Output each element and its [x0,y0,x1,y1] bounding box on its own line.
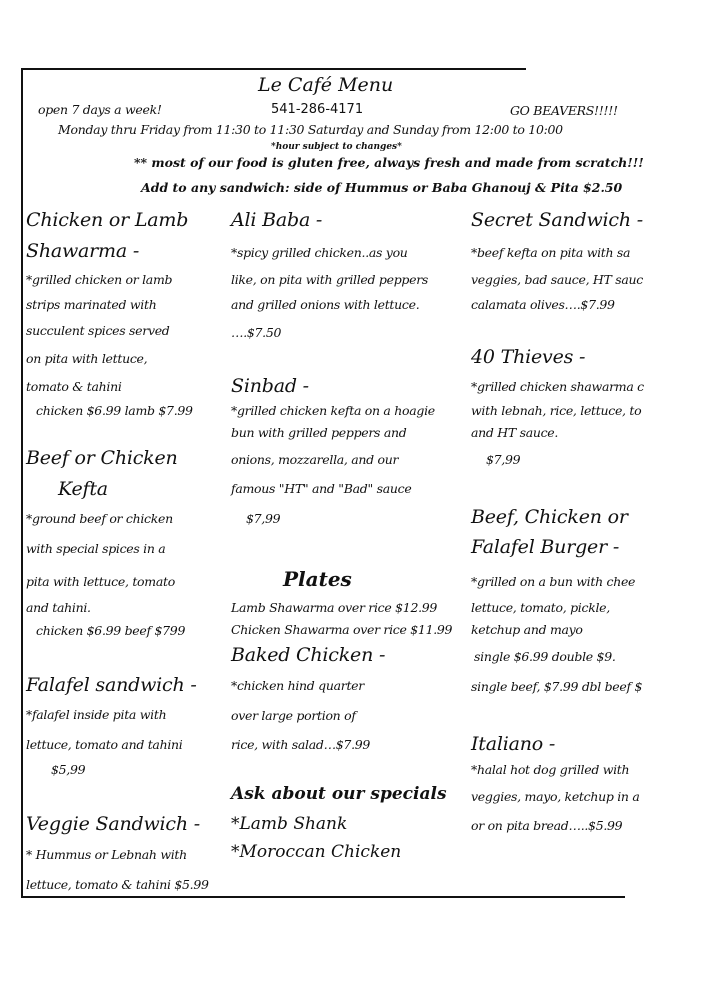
burger-title-2: Falafel Burger - [471,536,620,558]
secret-title: Secret Sandwich - [471,209,643,231]
kefta-desc-1: *ground beef or chicken [26,511,173,526]
alibaba-price: ….$7.50 [231,325,282,340]
kefta-price: chicken $6.99 beef $799 [36,623,186,638]
shawarma-title-1: Chicken or Lamb [26,209,189,231]
falafel-desc-2: lettuce, tomato and tahini [26,737,183,752]
slogan: GO BEAVERS!!!!! [510,103,618,118]
secret-desc-3: calamata olives….$7.99 [471,297,615,312]
kefta-desc-3: pita with lettuce, tomato [26,574,175,589]
sinbad-desc-4: famous "HT" and "Bad" sauce [231,481,412,496]
baked-chicken-title: Baked Chicken - [231,644,386,666]
sinbad-desc-3: onions, mozzarella, and our [231,452,399,467]
veggie-desc-1: * Hummus or Lebnah with [26,847,187,862]
baked-desc-1: *chicken hind quarter [231,678,364,693]
shawarma-desc-3: succulent spices served [26,323,170,338]
shawarma-desc-2: strips marinated with [26,297,157,312]
baked-desc-3: rice, with salad…$7.99 [231,737,371,752]
burger-price-1: single $6.99 double $9. [474,649,616,664]
italiano-desc-1: *halal hot dog grilled with [471,762,630,777]
shawarma-desc-5: tomato & tahini [26,379,122,394]
kefta-desc-2: with special spices in a [26,541,166,556]
special-lamb-shank: *Lamb Shank [231,814,348,834]
falafel-desc-1: *falafel inside pita with [26,707,167,722]
menu-title: Le Café Menu [258,74,394,96]
thieves-desc-3: and HT sauce. [471,425,559,440]
plate-lamb-shawarma: Lamb Shawarma over rice $12.99 [231,600,438,615]
veggie-title: Veggie Sandwich - [26,813,200,835]
thieves-title: 40 Thieves - [471,346,586,368]
sinbad-title: Sinbad - [231,375,309,397]
sinbad-desc-1: *grilled chicken kefta on a hoagie [231,403,435,418]
thieves-price: $7,99 [486,452,521,467]
open-days: open 7 days a week! [38,102,162,117]
phone-number: 541-286-4171 [271,102,364,117]
shawarma-desc-1: *grilled chicken or lamb [26,272,173,287]
secret-desc-2: veggies, bad sauce, HT sauc [471,272,643,287]
thieves-desc-2: with lebnah, rice, lettuce, to [471,403,642,418]
special-moroccan-chicken: *Moroccan Chicken [231,842,402,862]
burger-desc-1: *grilled on a bun with chee [471,574,636,589]
italiano-title: Italiano - [471,733,556,755]
kefta-title-2: Kefta [58,478,108,500]
sinbad-desc-2: bun with grilled peppers and [231,425,407,440]
veggie-desc-2: lettuce, tomato & tahini $5.99 [26,877,209,892]
sinbad-price: $7,99 [246,511,281,526]
burger-desc-2: lettuce, tomato, pickle, [471,600,610,615]
falafel-title: Falafel sandwich - [26,674,197,696]
gluten-note: ** most of our food is gluten free, always fresh and made from scratch!!! [134,155,644,170]
burger-price-2: single beef, $7.99 dbl beef $ [471,679,643,694]
specials-heading: Ask about our specials [231,784,447,804]
sandwich-addon: Add to any sandwich: side of Hummus or Baba Ghanouj & Pita $2.50 [141,180,623,195]
shawarma-price: chicken $6.99 lamb $7.99 [36,403,193,418]
alibaba-title: Ali Baba - [231,209,323,231]
burger-title-1: Beef, Chicken or [471,506,628,528]
italiano-desc-3: or on pita bread…..$5.99 [471,818,623,833]
alibaba-desc-3: and grilled onions with lettuce. [231,297,420,312]
kefta-title-1: Beef or Chicken [26,447,178,469]
italiano-desc-2: veggies, mayo, ketchup in a [471,789,640,804]
shawarma-desc-4: on pita with lettuce, [26,351,148,366]
alibaba-desc-2: like, on pita with grilled peppers [231,272,428,287]
thieves-desc-1: *grilled chicken shawarma c [471,379,644,394]
plates-heading: Plates [283,567,352,591]
falafel-price: $5,99 [51,762,86,777]
hours-note: *hour subject to changes* [271,142,402,152]
secret-desc-1: *beef kefta on pita with sa [471,245,631,260]
kefta-desc-4: and tahini. [26,600,91,615]
baked-desc-2: over large portion of [231,708,356,723]
burger-desc-3: ketchup and mayo [471,622,583,637]
plate-chicken-shawarma: Chicken Shawarma over rice $11.99 [231,622,453,637]
shawarma-title-2: Shawarma - [26,240,140,262]
hours: Monday thru Friday from 11:30 to 11:30 Saturday and Sunday from 12:00 to 10:00 [58,122,563,137]
alibaba-desc-1: *spicy grilled chicken..as you [231,245,408,260]
